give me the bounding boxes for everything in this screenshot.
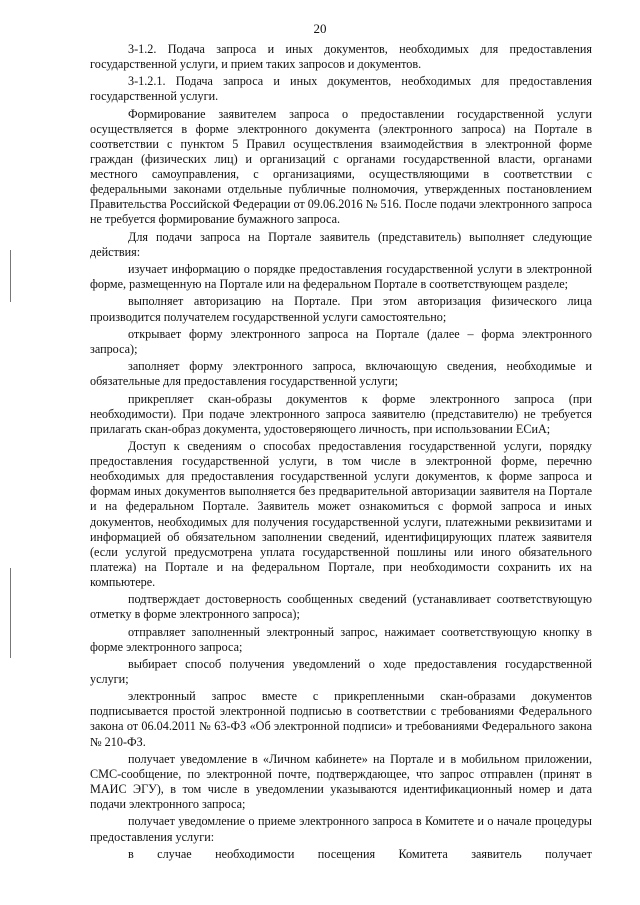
list-item: прикрепляет скан-образы документов к форме электронного запроса (при необходимости). При подаче электронного запроса заявителю (представителю) не требуется прилагать скан-образ документа, удостоверяющего личность, при использовании ЕСиА; [90, 391, 592, 436]
paragraph: Для подачи запроса на Портале заявитель (представитель) выполняет следующие действия: [90, 229, 592, 259]
list-item: изучает информацию о порядке предоставления государственной услуги в электронной форме, размещенную на Портале или на федеральном Портале в соответствующем разделе; [90, 262, 592, 292]
list-item: открывает форму электронного запроса на Портале (далее – форма электронного запроса); [90, 326, 592, 356]
paragraph: Доступ к сведениям о способах предоставления государственной услуги, порядку предоставления государственной услуги, в том числе в электронной форме, перечню необходимых для предоставления государственной услуги документов, к форме запроса и формам иных документов выполняется без предварительной авторизации заявителя на Портале и на федеральном Портале. Заявитель может ознакомиться с формой запроса и иных документов, необходимых для получения государственной услуги, платежными реквизитами и информацией об обязательном заполнении сведений, идентифицирующих платеж заявителя (если услугой предусмотрена уплата государственной пошлины или иного обязательного платежа) на Портале и на федеральном Портале, при необходимости сохранить их на компьютере. [90, 439, 592, 589]
list-item: получает уведомление о приеме электронного запроса в Комитете и о начале процедуры предоставления услуги: [90, 814, 592, 844]
subsection-heading: 3-1.2.1. Подача запроса и иных документов, необходимых для предоставления государственной услуги. [90, 74, 592, 104]
paragraph: электронный запрос вместе с прикрепленными скан-образами документов подписывается простой электронной подписью в соответствии с требованиями Федерального закона от 06.04.2011 № 63-ФЗ «Об электронной подписи» и требованиями Федерального закона № 210-ФЗ. [90, 689, 592, 749]
paragraph: Формирование заявителем запроса о предоставлении государственной услуги осуществляется в форме электронного документа (электронного запроса) на Портале в соответствии с пунктом 5 Правил осуществления взаимодействия в электронной форме граждан (физических лиц) и организаций с органами государственной власти, органами местного самоуправления, с организациями, осуществляющими в соответствии с федеральными законами отдельные публичные полномочия, утвержденных постановлением Правительства Российской Федерации от 09.06.2016 № 516. После подачи электронного запроса не требуется формирование бумажного запроса. [90, 106, 592, 227]
list-item: в случае необходимости посещения Комитета заявитель получает [128, 846, 592, 861]
list-item: подтверждает достоверность сообщенных сведений (устанавливает соответствующую отметку в форме электронного запроса); [90, 592, 592, 622]
margin-scan-mark [10, 250, 11, 302]
list-item: выбирает способ получения уведомлений о ходе предоставления государственной услуги; [90, 656, 592, 686]
margin-scan-mark [10, 568, 11, 658]
list-item: заполняет форму электронного запроса, включающую сведения, необходимые и обязательные для предоставления государственной услуги; [90, 359, 592, 389]
document-body [90, 42, 592, 864]
list-item: выполняет авторизацию на Портале. При этом авторизация физического лица производится получателем государственной услуги самостоятельно; [90, 294, 592, 324]
list-item: получает уведомление в «Личном кабинете» на Портале и в мобильном приложении, СМС-сообщение, по электронной почте, подтверждающее, что запрос отправлен (принят в МАИС ЭГУ), в том числе в уведомлении указываются идентификационный номер и дата подачи электронного запроса; [90, 751, 592, 812]
list-item: отправляет заполненный электронный запрос, нажимает соответствующую кнопку в форме электронного запроса; [90, 624, 592, 654]
section-heading: 3-1.2. Подача запроса и иных документов, необходимых для предоставления государственной услуги, и прием таких запросов и документов. [90, 42, 592, 72]
page-number: 20 [313, 21, 327, 36]
